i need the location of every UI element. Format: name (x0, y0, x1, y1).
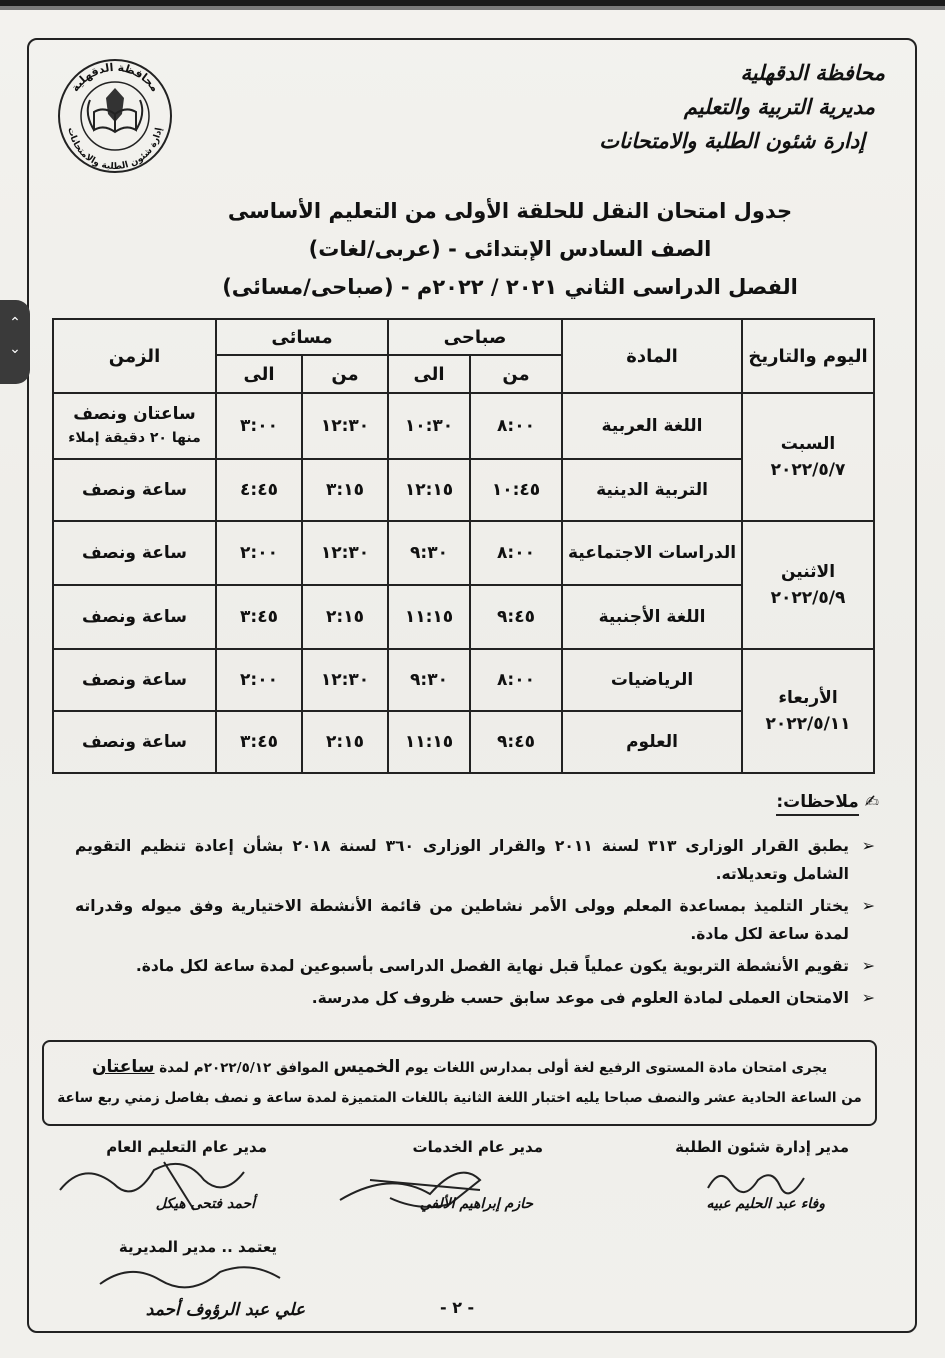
signature-name-general-education: أحمد فتحى هيكل (155, 1196, 255, 1212)
header-duration: الزمن (53, 319, 216, 393)
day-cell (742, 649, 874, 773)
morning-from-cell: ٨:٠٠ (470, 393, 562, 459)
page-navigation-handle[interactable] (0, 300, 30, 384)
morning-from-cell: ٨:٠٠ (470, 649, 562, 711)
day-name: الأربعاء (778, 688, 838, 708)
day-date: ٢٠٢٢/٥/٩ (770, 588, 846, 608)
signature-title-general-education: مدير عام التعليم العام (106, 1138, 267, 1156)
evening-to-cell: ٢:٠٠ (216, 649, 302, 711)
header-evening: مسائى (216, 319, 388, 355)
subject-cell: الرياضيات (562, 649, 742, 711)
top-edge-shadow (0, 6, 945, 10)
approval-scribble-icon (90, 1258, 290, 1298)
evening-from-cell: ١٢:٣٠ (302, 393, 388, 459)
header-department: إدارة شئون الطلبة والامتحانات (599, 128, 865, 153)
director-name: علي عبد الرؤوف أحمد (145, 1300, 305, 1320)
day-date: ٢٠٢٢/٥/١١ (765, 714, 851, 734)
title-block (150, 192, 870, 306)
evening-to-cell: ٣:٠٠ (216, 393, 302, 459)
advanced-level-exam-note (42, 1040, 877, 1126)
notes-list (75, 832, 875, 1016)
evening-from-cell: ١٢:٣٠ (302, 521, 388, 585)
morning-to-cell: ١١:١٥ (388, 585, 470, 649)
morning-from-cell: ٩:٤٥ (470, 711, 562, 773)
header-day-date: اليوم والتاريخ (742, 319, 874, 393)
day-name: الاثنين (780, 562, 836, 582)
chevron-up-icon[interactable]: ⌃ (9, 315, 21, 331)
header-morning: صباحى (388, 319, 562, 355)
box-day-text: الخميس (333, 1057, 401, 1077)
evening-to-cell: ٣:٤٥ (216, 711, 302, 773)
header-subject: المادة (562, 319, 742, 393)
note-text: يطبق القرار الوزارى ٣١٣ لسنة ٢٠١١ والقرار الوزارى ٣٦٠ لسنة ٢٠١٨ بشأن إعادة تنظيم التقويم الشامل وتعديلاته. (75, 837, 849, 883)
pen-icon: ✍ (858, 792, 879, 812)
box-text-c: الموافق ٢٠٢٢/٥/١٢م لمدة (159, 1060, 329, 1076)
table-row (53, 649, 874, 711)
subject-cell: اللغة الأجنبية (562, 585, 742, 649)
day-name: السبت (780, 434, 836, 454)
duration-cell: ساعة ونصف (53, 649, 216, 711)
morning-from-cell: ٨:٠٠ (470, 521, 562, 585)
header-block (585, 56, 885, 158)
day-cell (742, 393, 874, 521)
box-text-a: يجرى امتحان مادة المستوى الرفيع لغة أولى بمدارس اللغات يوم (405, 1060, 828, 1076)
title-line-2: الصف السادس الإبتدائى - (عربى/لغات) (308, 237, 712, 261)
note-text: تقويم الأنشطة التربوية يكون عملياً قبل نهاية الفصل الدراسى بأسبوعين لمدة ساعة لكل مادة. (135, 957, 849, 975)
signature-name-services: حازم إبراهيم الألفي (419, 1196, 533, 1212)
duration-cell: ساعة ونصف (53, 459, 216, 521)
note-text: يختار التلميذ بمساعدة المعلم وولى الأمر نشاطين من قائمة الأنشطة الاختيارية وفق ميوله وقدراته لمدة ساعة لكل مادة. (75, 897, 849, 943)
subject-cell: العلوم (562, 711, 742, 773)
day-date: ٢٠٢٢/٥/٧ (770, 460, 846, 480)
exam-schedule-table (52, 318, 875, 774)
evening-from-cell: ١٢:٣٠ (302, 649, 388, 711)
box-duration-text: ساعتان (91, 1057, 155, 1077)
morning-to-cell: ٩:٣٠ (388, 649, 470, 711)
logo-top-text: محافظة الدقهلية (68, 60, 162, 95)
morning-from-cell: ٩:٤٥ (470, 585, 562, 649)
header-directorate: مديرية التربية والتعليم (683, 94, 875, 119)
emblem-logo-icon (54, 52, 176, 174)
list-item (75, 832, 875, 888)
day-cell (742, 521, 874, 649)
box-line-1 (44, 1052, 875, 1083)
page-number: - ٢ - (440, 1298, 475, 1317)
table-row (53, 521, 874, 585)
morning-to-cell: ١٢:١٥ (388, 459, 470, 521)
list-item (75, 984, 875, 1012)
notes-heading (776, 792, 879, 812)
bullet-arrow-icon: ➢ (861, 956, 875, 975)
morning-to-cell: ١٠:٣٠ (388, 393, 470, 459)
signature-name-students-affairs: وفاء عبد الحليم عبيه (706, 1196, 825, 1212)
subject-cell: التربية الدينية (562, 459, 742, 521)
notes-heading-text: ملاحظات: (776, 792, 859, 816)
list-item (75, 892, 875, 948)
signature-title-students-affairs: مدير إدارة شئون الطلبة (675, 1138, 849, 1156)
duration-text: ساعتان ونصف (73, 404, 196, 424)
subject-cell: الدراسات الاجتماعية (562, 521, 742, 585)
evening-from-cell: ٢:١٥ (302, 711, 388, 773)
evening-to-cell: ٢:٠٠ (216, 521, 302, 585)
morning-from-cell: ١٠:٤٥ (470, 459, 562, 521)
evening-from-cell: ٣:١٥ (302, 459, 388, 521)
duration-cell (53, 393, 216, 459)
title-line-3: الفصل الدراسى الثاني ٢٠٢١ / ٢٠٢٢م - (صباحى/مسائى) (222, 275, 798, 299)
header-morning-to: الى (388, 355, 470, 393)
title-line-1: جدول امتحان النقل للحلقة الأولى من التعليم الأساسى (227, 199, 793, 223)
bullet-arrow-icon: ➢ (861, 836, 875, 855)
morning-to-cell: ١١:١٥ (388, 711, 470, 773)
duration-note: منها ٢٠ دقيقة إملاء (68, 430, 201, 446)
approval-title: يعتمد .. مدير المديرية (118, 1238, 277, 1256)
duration-cell: ساعة ونصف (53, 521, 216, 585)
subject-cell: اللغة العربية (562, 393, 742, 459)
duration-cell: ساعة ونصف (53, 711, 216, 773)
signature-scribble-1-icon (700, 1160, 810, 1200)
table-row (53, 393, 874, 459)
list-item (75, 952, 875, 980)
header-morning-from: من (470, 355, 562, 393)
evening-from-cell: ٢:١٥ (302, 585, 388, 649)
header-evening-from: من (302, 355, 388, 393)
logo-bottom-text: إدارة شئون الطلبة والامتحانات (65, 126, 165, 173)
signature-title-services: مدير عام الخدمات (412, 1138, 543, 1156)
signature-scribble-3-icon (44, 1150, 264, 1230)
evening-to-cell: ٤:٤٥ (216, 459, 302, 521)
chevron-down-icon[interactable]: ⌄ (9, 341, 21, 357)
bullet-arrow-icon: ➢ (861, 896, 875, 915)
duration-cell: ساعة ونصف (53, 585, 216, 649)
note-text: الامتحان العملى لمادة العلوم فى موعد سابق حسب ظروف كل مدرسة. (311, 989, 849, 1007)
box-line-2: من الساعة الحادية عشر والنصف صباحا يليه اختبار اللغة الثانية باللغات المتميزة لمدة ساعة و نصف بفاصل زمني ربع ساعة (57, 1090, 862, 1106)
header-evening-to: الى (216, 355, 302, 393)
bullet-arrow-icon: ➢ (861, 988, 875, 1007)
header-governorate: محافظة الدقهلية (740, 60, 885, 85)
evening-to-cell: ٣:٤٥ (216, 585, 302, 649)
morning-to-cell: ٩:٣٠ (388, 521, 470, 585)
